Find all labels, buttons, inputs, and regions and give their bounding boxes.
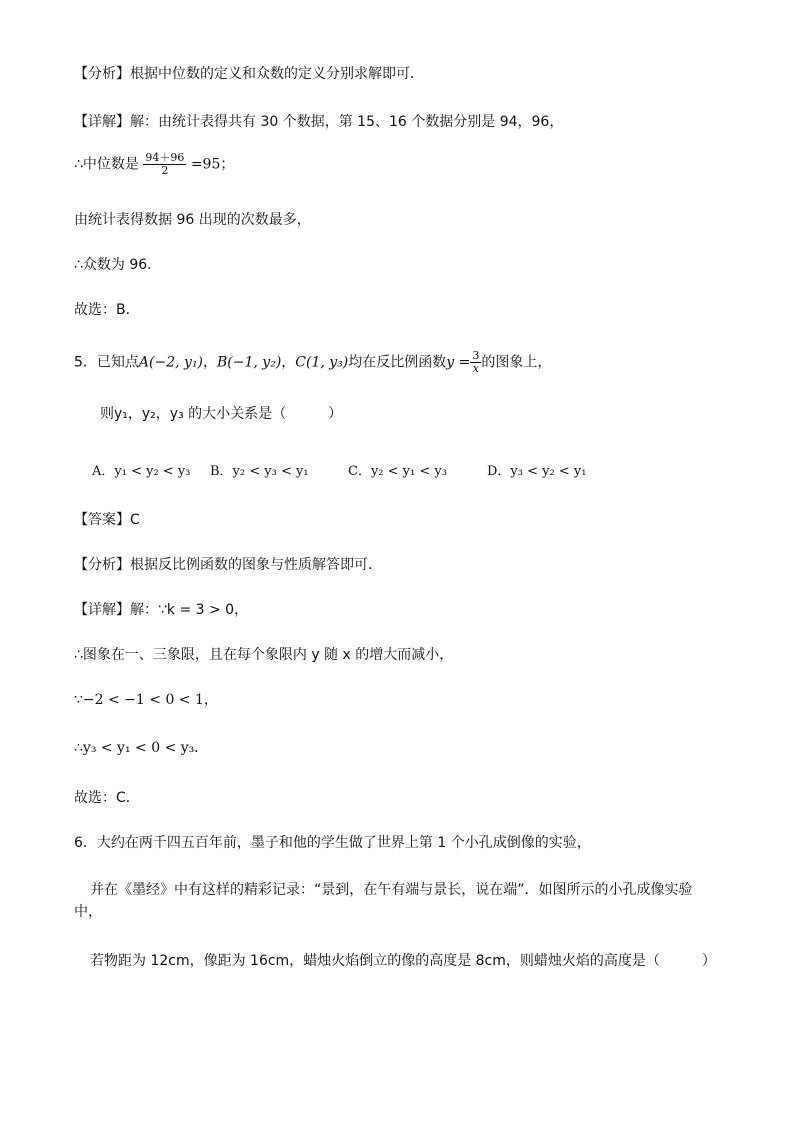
mode-reason-line: 由统计表得数据 96 出现的次数最多， <box>74 212 311 228</box>
median-fraction-numerator: 94＋96 <box>145 151 185 164</box>
question-6-line-2: 并在《墨经》中有这样的精彩记录：“景到，在午有端与景长，说在端”．如图所示的小孔成像实验 <box>90 882 693 898</box>
question-5-text-1: 已知点 <box>96 354 139 371</box>
median-line <box>74 152 234 177</box>
question-6-line-1: 6．大约在两千四五百年前，墨子和他的学生做了世界上第 1 个小孔成倒像的实验， <box>74 835 591 851</box>
question-5-stem: 5．已知点A(−2, y₁)，B(−1, y₂)，C(1, y₃)均在反比例函数y = $\frac{3}{x}$ 的图象上， <box>74 349 552 375</box>
question-5-line-2: 则y₁，y₂，y₃ 的大小关系是（ ） <box>100 406 343 422</box>
point-a: A(−2, y₁) <box>138 354 204 371</box>
function-denominator: x <box>472 362 479 375</box>
question-6-line-4: 若物距为 12cm，像距为 16cm，蜡烛火焰倒立的像的高度是 8cm，则蜡烛火焰的高度是（ ） <box>90 953 716 969</box>
analysis-line-2: 【分析】根据反比例函数的图象与性质解答即可． <box>74 557 382 573</box>
select-line-1: 故选：B． <box>74 302 140 318</box>
step-line-3: ∴y₃ < y₁ < 0 < y₃． <box>74 740 209 756</box>
point-b: B(−1, y₂) <box>217 354 282 371</box>
question-5-text-2: 均在反比例函数 <box>348 354 447 371</box>
function-y: y = <box>446 354 471 371</box>
median-prefix: ∴中位数是 <box>74 156 139 173</box>
question-6-line-3: 中， <box>74 904 102 920</box>
median-result: =95； <box>190 156 235 173</box>
option-c: C．y₂ < y₁ < y₃ <box>348 464 447 479</box>
option-b: B．y₂ < y₃ < y₁ <box>210 464 309 479</box>
median-fraction-denominator: 2 <box>161 164 169 177</box>
point-c: C(1, y₃) <box>295 354 349 371</box>
option-d: D．y₃ < y₂ < y₁ <box>487 464 587 479</box>
detail-line-1: 【详解】解：由统计表得共有 30 个数据，第 15、16 个数据分别是 94，96， <box>74 114 564 130</box>
mode-result-line: ∴众数为 96． <box>74 257 162 273</box>
detail-line-2: 【详解】解：∵k = 3 > 0， <box>74 602 249 618</box>
function-fraction <box>470 350 481 375</box>
answer-line: 【答案】C <box>74 512 140 528</box>
question-5-text-3: 的图象上， <box>481 354 552 371</box>
function-numerator: 3 <box>472 349 480 362</box>
analysis-line-1: 【分析】根据中位数的定义和众数的定义分别求解即可． <box>74 66 424 82</box>
step-line-2: ∵−2 < −1 < 0 < 1， <box>74 692 218 708</box>
option-a: A．y₁ < y₂ < y₃ <box>92 464 191 479</box>
median-fraction <box>143 152 186 177</box>
question-5-number: 5． <box>74 354 97 371</box>
step-line-1: ∴图象在一、三象限，且在每个象限内 y 随 x 的增大而减小， <box>74 647 454 663</box>
select-line-2: 故选：C． <box>74 790 140 806</box>
